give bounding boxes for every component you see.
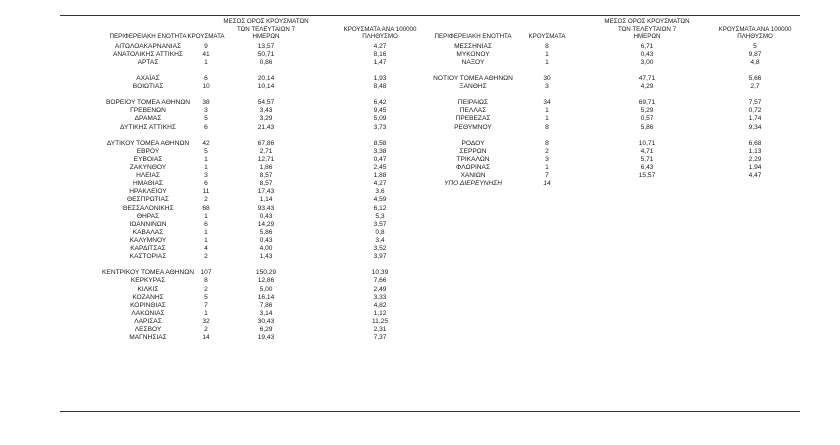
avg-7day-value: 4,29 (640, 83, 654, 90)
cases-value: 10 (202, 83, 210, 90)
cases-value: 41 (202, 50, 210, 58)
per100k-value: 3,33 (373, 293, 387, 301)
cases-value: 6 (204, 123, 208, 131)
per100k-value: 1,12 (373, 309, 387, 317)
per100k-value: 1,88 (373, 172, 387, 180)
region-name: ΚΑΡΔΙΤΣΑΣ (130, 245, 166, 252)
cases-value: 1 (545, 164, 549, 171)
per100k-value: 5,3 (375, 212, 385, 220)
region-name: ΚΑΣΤΟΡΙΑΣ (129, 253, 167, 261)
per100k-value: 1,13 (748, 147, 762, 155)
per100k-value: 5,09 (373, 115, 387, 123)
cases-value: 5 (204, 115, 208, 123)
per100k-value: 11,25 (371, 317, 389, 325)
avg-7day-value: 93,43 (257, 204, 275, 212)
region-name: ΚΟΡΙΝΘΙΑΣ (130, 301, 166, 309)
per100k-value: 8,16 (373, 50, 387, 58)
avg-7day-value: 20,14 (257, 74, 275, 82)
avg-7day-value: 1,43 (259, 253, 273, 261)
region-name: ΜΥΚΟΝΟΥ (456, 50, 490, 58)
cases-value: 11 (202, 188, 210, 196)
avg-7day-value: 17,43 (257, 188, 275, 196)
header-avg-line: ΜΕΣΟΣ ΟΡΟΣ ΚΡΟΥΣΜΑΤΩΝ (223, 18, 309, 25)
cases-value: 3 (204, 107, 208, 115)
region-name: ΒΟΙΩΤΙΑΣ (132, 83, 164, 90)
per100k-value: 2,29 (748, 155, 762, 163)
header-region: ΠΕΡΙΦΕΡΕΙΑΚΗ ΕΝΟΤΗΤΑ (434, 33, 512, 41)
cases-value: 107 (200, 269, 212, 277)
avg-7day-value: 69,71 (638, 99, 656, 107)
avg-7day-value: 8,57 (259, 172, 273, 180)
per100k-value: 9,87 (748, 50, 762, 58)
cases-value: 5 (204, 293, 208, 301)
cases-value: 8 (545, 123, 549, 131)
region-name: ΚΟΖΑΝΗΣ (132, 293, 164, 301)
header-per100k-line: ΠΛΗΘΥΣΜΟ (737, 33, 773, 41)
cases-value: 1 (545, 50, 549, 58)
cases-value: 2 (204, 285, 208, 293)
region-name: ΝΑΞΟΥ (461, 58, 485, 66)
region-name: ΚΕΡΚΥΡΑΣ (130, 277, 166, 285)
region-name: ΔΥΤΙΚΗΣ ΑΤΤΙΚΗΣ (120, 123, 176, 131)
region-name: ΧΑΝΙΩΝ (460, 172, 486, 180)
cases-value: 42 (202, 139, 210, 147)
region-name: ΠΕΛΛΑΣ (459, 107, 487, 115)
avg-7day-value: 0,57 (640, 115, 654, 123)
per100k-value: 4,8 (750, 58, 760, 66)
cases-value: 7 (204, 301, 208, 309)
region-name: ΕΒΡΟΥ (136, 147, 160, 155)
cases-value: 5 (204, 147, 208, 155)
header-per100k-line: ΠΛΗΘΥΣΜΟ (362, 33, 398, 41)
per100k-value: 4,47 (748, 172, 762, 180)
per100k-value: 10,39 (371, 269, 389, 277)
per100k-value: 3,73 (373, 123, 387, 131)
header-avg-line: ΗΜΕΡΩΝ (633, 33, 661, 41)
region-name: ΘΕΣΣΑΛΟΝΙΚΗΣ (122, 204, 174, 212)
cases-value: 34 (543, 99, 551, 107)
avg-7day-value: 0,43 (640, 50, 654, 58)
per100k-value: 1,94 (748, 164, 762, 171)
region-name: ΞΑΝΘΗΣ (459, 83, 487, 90)
region-name: ΗΛΕΙΑΣ (136, 172, 160, 180)
cases-value: 8 (204, 277, 208, 285)
cases-value: 1 (545, 107, 549, 115)
avg-7day-value: 13,57 (257, 42, 275, 50)
region-name: ΣΕΡΡΩΝ (459, 147, 487, 155)
region-name: ΑΝΑΤΟΛΙΚΗΣ ΑΤΤΙΚΗΣ (113, 50, 183, 58)
per100k-value: 2,45 (373, 164, 387, 171)
cases-value: 14 (543, 180, 551, 188)
per100k-value: 0,47 (373, 155, 387, 163)
avg-7day-value: 3,43 (259, 107, 273, 115)
per100k-value: 4,59 (373, 196, 387, 204)
per100k-value: 5 (753, 42, 757, 50)
region-name: ΦΛΩΡΙΝΑΣ (455, 164, 491, 171)
region-name: ΜΕΣΣΗΝΙΑΣ (454, 42, 492, 50)
avg-7day-value: 5,71 (640, 155, 654, 163)
header-avg-line: ΤΩΝ ΤΕΛΕΥΤΑΙΩΝ 7 (617, 25, 677, 33)
per100k-value: 4,27 (373, 180, 387, 188)
region-name: ΚΑΒΑΛΑΣ (132, 228, 164, 236)
region-name: ΑΙΤΩΛΟΑΚΑΡΝΑΝΙΑΣ (114, 42, 182, 50)
per100k-value: 3,57 (373, 220, 387, 228)
per100k-value: 3,6 (375, 188, 385, 196)
per100k-value: 0,8 (375, 228, 385, 236)
region-name: ΕΥΒΟΙΑΣ (133, 155, 163, 163)
region-name: ΔΡΑΜΑΣ (134, 115, 162, 123)
avg-7day-value: 30,43 (257, 317, 275, 325)
avg-7day-value: 0,43 (259, 212, 273, 220)
per100k-value: 7,57 (748, 99, 762, 107)
cases-value: 6 (204, 74, 208, 82)
region-name: ΥΠΟ ΔΙΕΡΕΥΝΗΣΗ (444, 180, 502, 188)
region-name: ΘΕΣΠΡΩΤΙΑΣ (126, 196, 170, 204)
header-cases: ΚΡΟΥΣΜΑΤΑ (528, 33, 566, 41)
avg-7day-value: 67,86 (257, 139, 275, 147)
region-name: ΜΑΓΝΗΣΙΑΣ (129, 334, 167, 342)
avg-7day-value: 5,00 (259, 285, 273, 293)
avg-7day-value: 15,57 (638, 172, 656, 180)
region-name: ΓΡΕΒΕΝΩΝ (130, 107, 166, 115)
region-name: ΔΥΤΙΚΟΥ ΤΟΜΕΑ ΑΘΗΝΩΝ (106, 139, 190, 147)
region-name: ΚΕΝΤΡΙΚΟΥ ΤΟΜΕΑ ΑΘΗΝΩΝ (102, 269, 194, 277)
cases-value: 1 (545, 58, 549, 66)
region-name: ΗΜΑΘΙΑΣ (133, 180, 163, 188)
avg-7day-value: 10,14 (257, 83, 275, 90)
avg-7day-value: 5,86 (259, 228, 273, 236)
cases-value: 8 (545, 139, 549, 147)
avg-7day-value: 0,43 (259, 236, 273, 244)
per100k-value: 7,37 (373, 334, 387, 342)
top-rule (60, 15, 800, 16)
cases-value: 6 (204, 220, 208, 228)
region-name: ΤΡΙΚΑΛΩΝ (456, 155, 490, 163)
per100k-value: 8,58 (373, 139, 387, 147)
avg-7day-value: 8,57 (259, 180, 273, 188)
avg-7day-value: 6,71 (640, 42, 654, 50)
cases-value: 1 (204, 309, 208, 317)
avg-7day-value: 6,29 (259, 326, 273, 333)
per100k-value: 9,34 (748, 123, 762, 131)
region-name: ΛΑΚΩΝΙΑΣ (131, 309, 165, 317)
cases-value: 7 (545, 172, 549, 180)
cases-value: 1 (545, 115, 549, 123)
avg-7day-value: 3,29 (259, 115, 273, 123)
region-name: ΙΩΑΝΝΙΝΩΝ (129, 220, 167, 228)
per100k-value: 9,45 (373, 107, 387, 115)
cases-value: 9 (204, 42, 208, 50)
per100k-value: 3,38 (373, 147, 387, 155)
cases-value: 2 (545, 147, 549, 155)
per100k-value: 2,31 (373, 326, 387, 333)
avg-7day-value: 5,29 (640, 107, 654, 115)
header-region: ΠΕΡΙΦΕΡΕΙΑΚΗ ΕΝΟΤΗΤΑ (109, 33, 187, 41)
avg-7day-value: 1,14 (259, 196, 273, 204)
region-name: ΒΟΡΕΙΟΥ ΤΟΜΕΑ ΑΘΗΝΩΝ (105, 99, 191, 107)
cases-value: 2 (204, 253, 208, 261)
per100k-value: 0,72 (748, 107, 762, 115)
cases-value: 2 (204, 196, 208, 204)
cases-value: 32 (202, 317, 210, 325)
region-name: ΛΕΣΒΟΥ (134, 326, 162, 333)
cases-value: 1 (204, 58, 208, 66)
header-avg-line: ΗΜΕΡΩΝ (252, 33, 280, 41)
region-name: ΑΧΑΪΑΣ (136, 74, 160, 82)
cases-value: 1 (204, 228, 208, 236)
header-avg-line: ΜΕΣΟΣ ΟΡΟΣ ΚΡΟΥΣΜΑΤΩΝ (604, 18, 690, 25)
cases-value: 1 (204, 155, 208, 163)
avg-7day-value: 47,71 (638, 74, 656, 82)
region-name: ΡΟΔΟΥ (461, 139, 485, 147)
per100k-value: 3,52 (373, 245, 387, 252)
region-name: ΠΡΕΒΕΖΑΣ (455, 115, 491, 123)
avg-7day-value: 12,86 (257, 277, 275, 285)
per100k-value: 3,4 (375, 236, 385, 244)
avg-7day-value: 50,71 (257, 50, 275, 58)
cases-value: 3 (545, 155, 549, 163)
region-name: ΠΕΙΡΑΙΩΣ (457, 99, 489, 107)
cases-value: 2 (204, 326, 208, 333)
avg-7day-value: 3,00 (640, 58, 654, 66)
region-name: ΚΑΛΥΜΝΟΥ (129, 236, 167, 244)
region-name: ΑΡΤΑΣ (137, 58, 159, 66)
avg-7day-value: 16,14 (257, 293, 275, 301)
region-name: ΗΡΑΚΛΕΙΟΥ (129, 188, 167, 196)
avg-7day-value: 5,86 (640, 123, 654, 131)
cases-value: 68 (202, 204, 210, 212)
cases-value: 14 (202, 334, 210, 342)
avg-7day-value: 54,57 (257, 99, 275, 107)
cases-value: 3 (545, 83, 549, 90)
per100k-value: 4,82 (373, 301, 387, 309)
avg-7day-value: 6,43 (640, 164, 654, 171)
cases-value: 6 (204, 180, 208, 188)
cases-value: 4 (204, 245, 208, 252)
avg-7day-value: 3,14 (259, 309, 273, 317)
avg-7day-value: 21,43 (257, 123, 275, 131)
avg-7day-value: 7,86 (259, 301, 273, 309)
avg-7day-value: 10,71 (638, 139, 656, 147)
avg-7day-value: 14,29 (257, 220, 275, 228)
per100k-value: 5,66 (748, 74, 762, 82)
per100k-value: 8,48 (373, 83, 387, 90)
per100k-value: 1,74 (748, 115, 762, 123)
avg-7day-value: 4,71 (640, 147, 654, 155)
cases-value: 38 (202, 99, 210, 107)
avg-7day-value: 0,86 (259, 58, 273, 66)
avg-7day-value: 150,29 (255, 269, 277, 277)
header-avg-line: ΤΩΝ ΤΕΛΕΥΤΑΙΩΝ 7 (236, 25, 296, 33)
per100k-value: 1,93 (373, 74, 387, 82)
region-name: ΖΑΚΥΝΘΟΥ (129, 164, 167, 171)
cases-value: 30 (543, 74, 551, 82)
region-name: ΘΗΡΑΣ (136, 212, 160, 220)
cases-value: 1 (204, 164, 208, 171)
per100k-value: 6,12 (373, 204, 387, 212)
avg-7day-value: 1,86 (259, 164, 273, 171)
region-name: ΡΕΘΥΜΝΟΥ (454, 123, 492, 131)
per100k-value: 7,66 (373, 277, 387, 285)
avg-7day-value: 4,00 (259, 245, 273, 252)
per100k-value: 2,7 (750, 83, 760, 90)
avg-7day-value: 2,71 (259, 147, 273, 155)
per100k-value: 6,42 (373, 99, 387, 107)
cases-value: 1 (204, 236, 208, 244)
per100k-value: 6,68 (748, 139, 762, 147)
header-per100k-line: ΚΡΟΥΣΜΑΤΑ ΑΝΑ 100000 (343, 25, 417, 33)
cases-value: 1 (204, 212, 208, 220)
region-name: ΚΙΛΚΙΣ (137, 285, 159, 293)
region-name: ΝΟΤΙΟΥ ΤΟΜΕΑ ΑΘΗΝΩΝ (433, 74, 513, 82)
header-per100k-line: ΚΡΟΥΣΜΑΤΑ ΑΝΑ 100000 (718, 25, 792, 33)
per100k-value: 3,97 (373, 253, 387, 261)
per100k-value: 1,47 (373, 58, 387, 66)
cases-value: 3 (204, 172, 208, 180)
region-name: ΛΑΡΙΣΑΣ (134, 317, 162, 325)
cases-value: 8 (545, 42, 549, 50)
per100k-value: 4,27 (373, 42, 387, 50)
avg-7day-value: 12,71 (257, 155, 275, 163)
header-cases: ΚΡΟΥΣΜΑΤΑ (187, 33, 225, 41)
avg-7day-value: 19,43 (257, 334, 275, 342)
bottom-rule (60, 411, 800, 412)
per100k-value: 2,49 (373, 285, 387, 293)
